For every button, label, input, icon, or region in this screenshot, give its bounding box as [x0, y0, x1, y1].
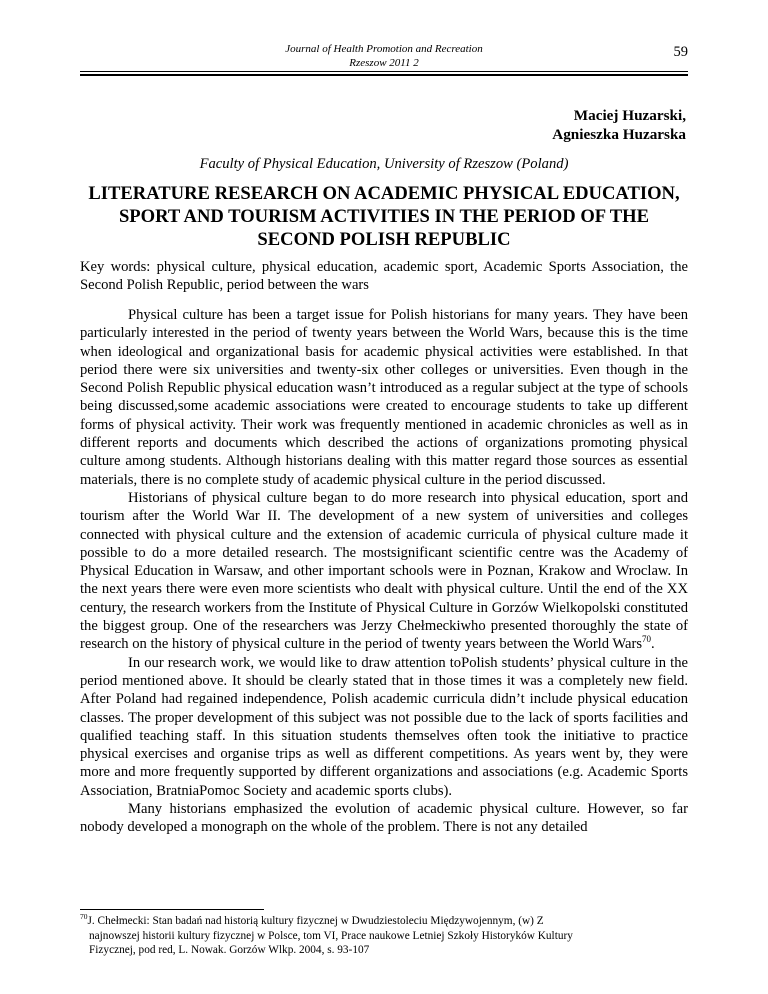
footnote-separator — [80, 909, 264, 910]
paragraph-4: Many historians emphasized the evolution of academic physical culture. However, so far nobody developed a monograph on the whole of the problem. There is not any detailed — [80, 801, 688, 836]
paragraph-1: Physical culture has been a target issue for Polish historians for many years. They have been particularly interested in the period of twenty years between the World Wars, because this is the time when ideological and organizational basis for academic physical activities were established. In that period there were six universities and twenty-six other colleges or universities. Even though in the Second Polish Republic physical education wasn’t introduced as a regular subject at the type of schools being discussed,some academic associations were created to encourage students to take up different forms of physical activity. Their work was frequently mentioned in academic chronicles as well as in different reports and documents which described the actions of organizations promoting physical culture among students. Although historians dealing with this matter regard those sources as essential materials, there is no complete study of academic physical culture in the period discussed. — [80, 307, 688, 488]
journal-name: Journal of Health Promotion and Recreation — [285, 43, 483, 55]
title-line-2: SPORT AND TOURISM ACTIVITIES IN THE PERIOD OF THE — [118, 206, 650, 227]
paragraph-2-text: Historians of physical culture began to do more research into physical education, sport and tourism after the World War II. The development of a new system of universities and colleges connected with physical culture and the extension of academic curricula of physical culture made it possible to do a more detailed research. The mostsignificant scientific centre was the Academy of Physical Education in Warsaw, and other important schools were in Poznan, Krakow and Wroclaw. In the next years there were even more scientists who dealt with physical culture. Until the end of the XX century, the research workers from the Institute of Physical Culture in Gorzów Wielkopolski constituted the biggest group. One of the researchers was Jerzy Chełmeckiwho presented thoroughly the state of research on the history of physical culture in the period of twenty years between the World Wars — [80, 489, 688, 653]
footnote — [80, 914, 688, 958]
footnote-line-2: najnowszej historii kultury fizycznej w Polsce, tom VI, Prace naukowe Letniej Szkoły Historyków Kultury — [89, 929, 573, 942]
paragraph-3: In our research work, we would like to draw attention toPolish students’ physical culture in the period mentioned above. It should be clearly stated that in those times it was a completely new field. After Poland had regained independence, Polish academic curricula didn’t include physical education classes. The proper development of this subject was not possible due to the lack of sports facilities and qualified teaching staff. In this situation students themselves often took the initiative to practice physical exercises and organise trips as well as different competitions. As years went by, they were more and more frequently supported by different organizations and associations (e.g. Academic Sports Association, BratniaPomoc Society and academic sports clubs). — [80, 654, 688, 799]
running-header — [80, 42, 688, 70]
footnote-text-1: J. Chełmecki: Stan badań nad historią kultury fizycznej w Dwudziestoleciu Międzywojennym, (w) Z — [87, 915, 544, 927]
affiliation-country: Poland — [521, 156, 564, 172]
title-line-1: LITERATURE RESEARCH ON ACADEMIC PHYSICAL EDUCATION, — [88, 183, 680, 204]
authors — [80, 106, 686, 144]
affiliation: Faculty of Physical Education, University of Rzeszow (Poland) — [199, 156, 569, 172]
article-title — [80, 182, 688, 251]
header-rule-thin — [80, 71, 688, 72]
footnote-line-3: Fizycznej, pod red, L. Nowak. Gorzów Wlkp. 2004, s. 93-107 — [89, 944, 370, 956]
paragraph-2-end: . — [651, 636, 655, 653]
title-line-3: SECOND POLISH REPUBLIC — [257, 229, 511, 250]
affiliation-faculty: Faculty of Physical Education, University of Rzeszow — [199, 156, 513, 172]
author-1: Maciej Huzarski, — [573, 107, 686, 124]
article-body — [80, 306, 688, 837]
paragraph-2 — [80, 489, 688, 654]
page-number: 59 — [673, 44, 688, 60]
journal-place-year: Rzeszow 2011 2 — [349, 57, 419, 69]
keywords: Key words: physical culture, physical education, academic sport, Academic Sports Association, the Second Polish Republic, period between the wars — [80, 259, 688, 294]
footnote-number: 70 — [80, 912, 88, 922]
header-rule-thick — [80, 74, 688, 76]
footnote-reference[interactable]: 70 — [642, 634, 652, 645]
author-2: Agnieszka Huzarska — [552, 126, 686, 143]
footnote-line-1 — [80, 914, 688, 929]
